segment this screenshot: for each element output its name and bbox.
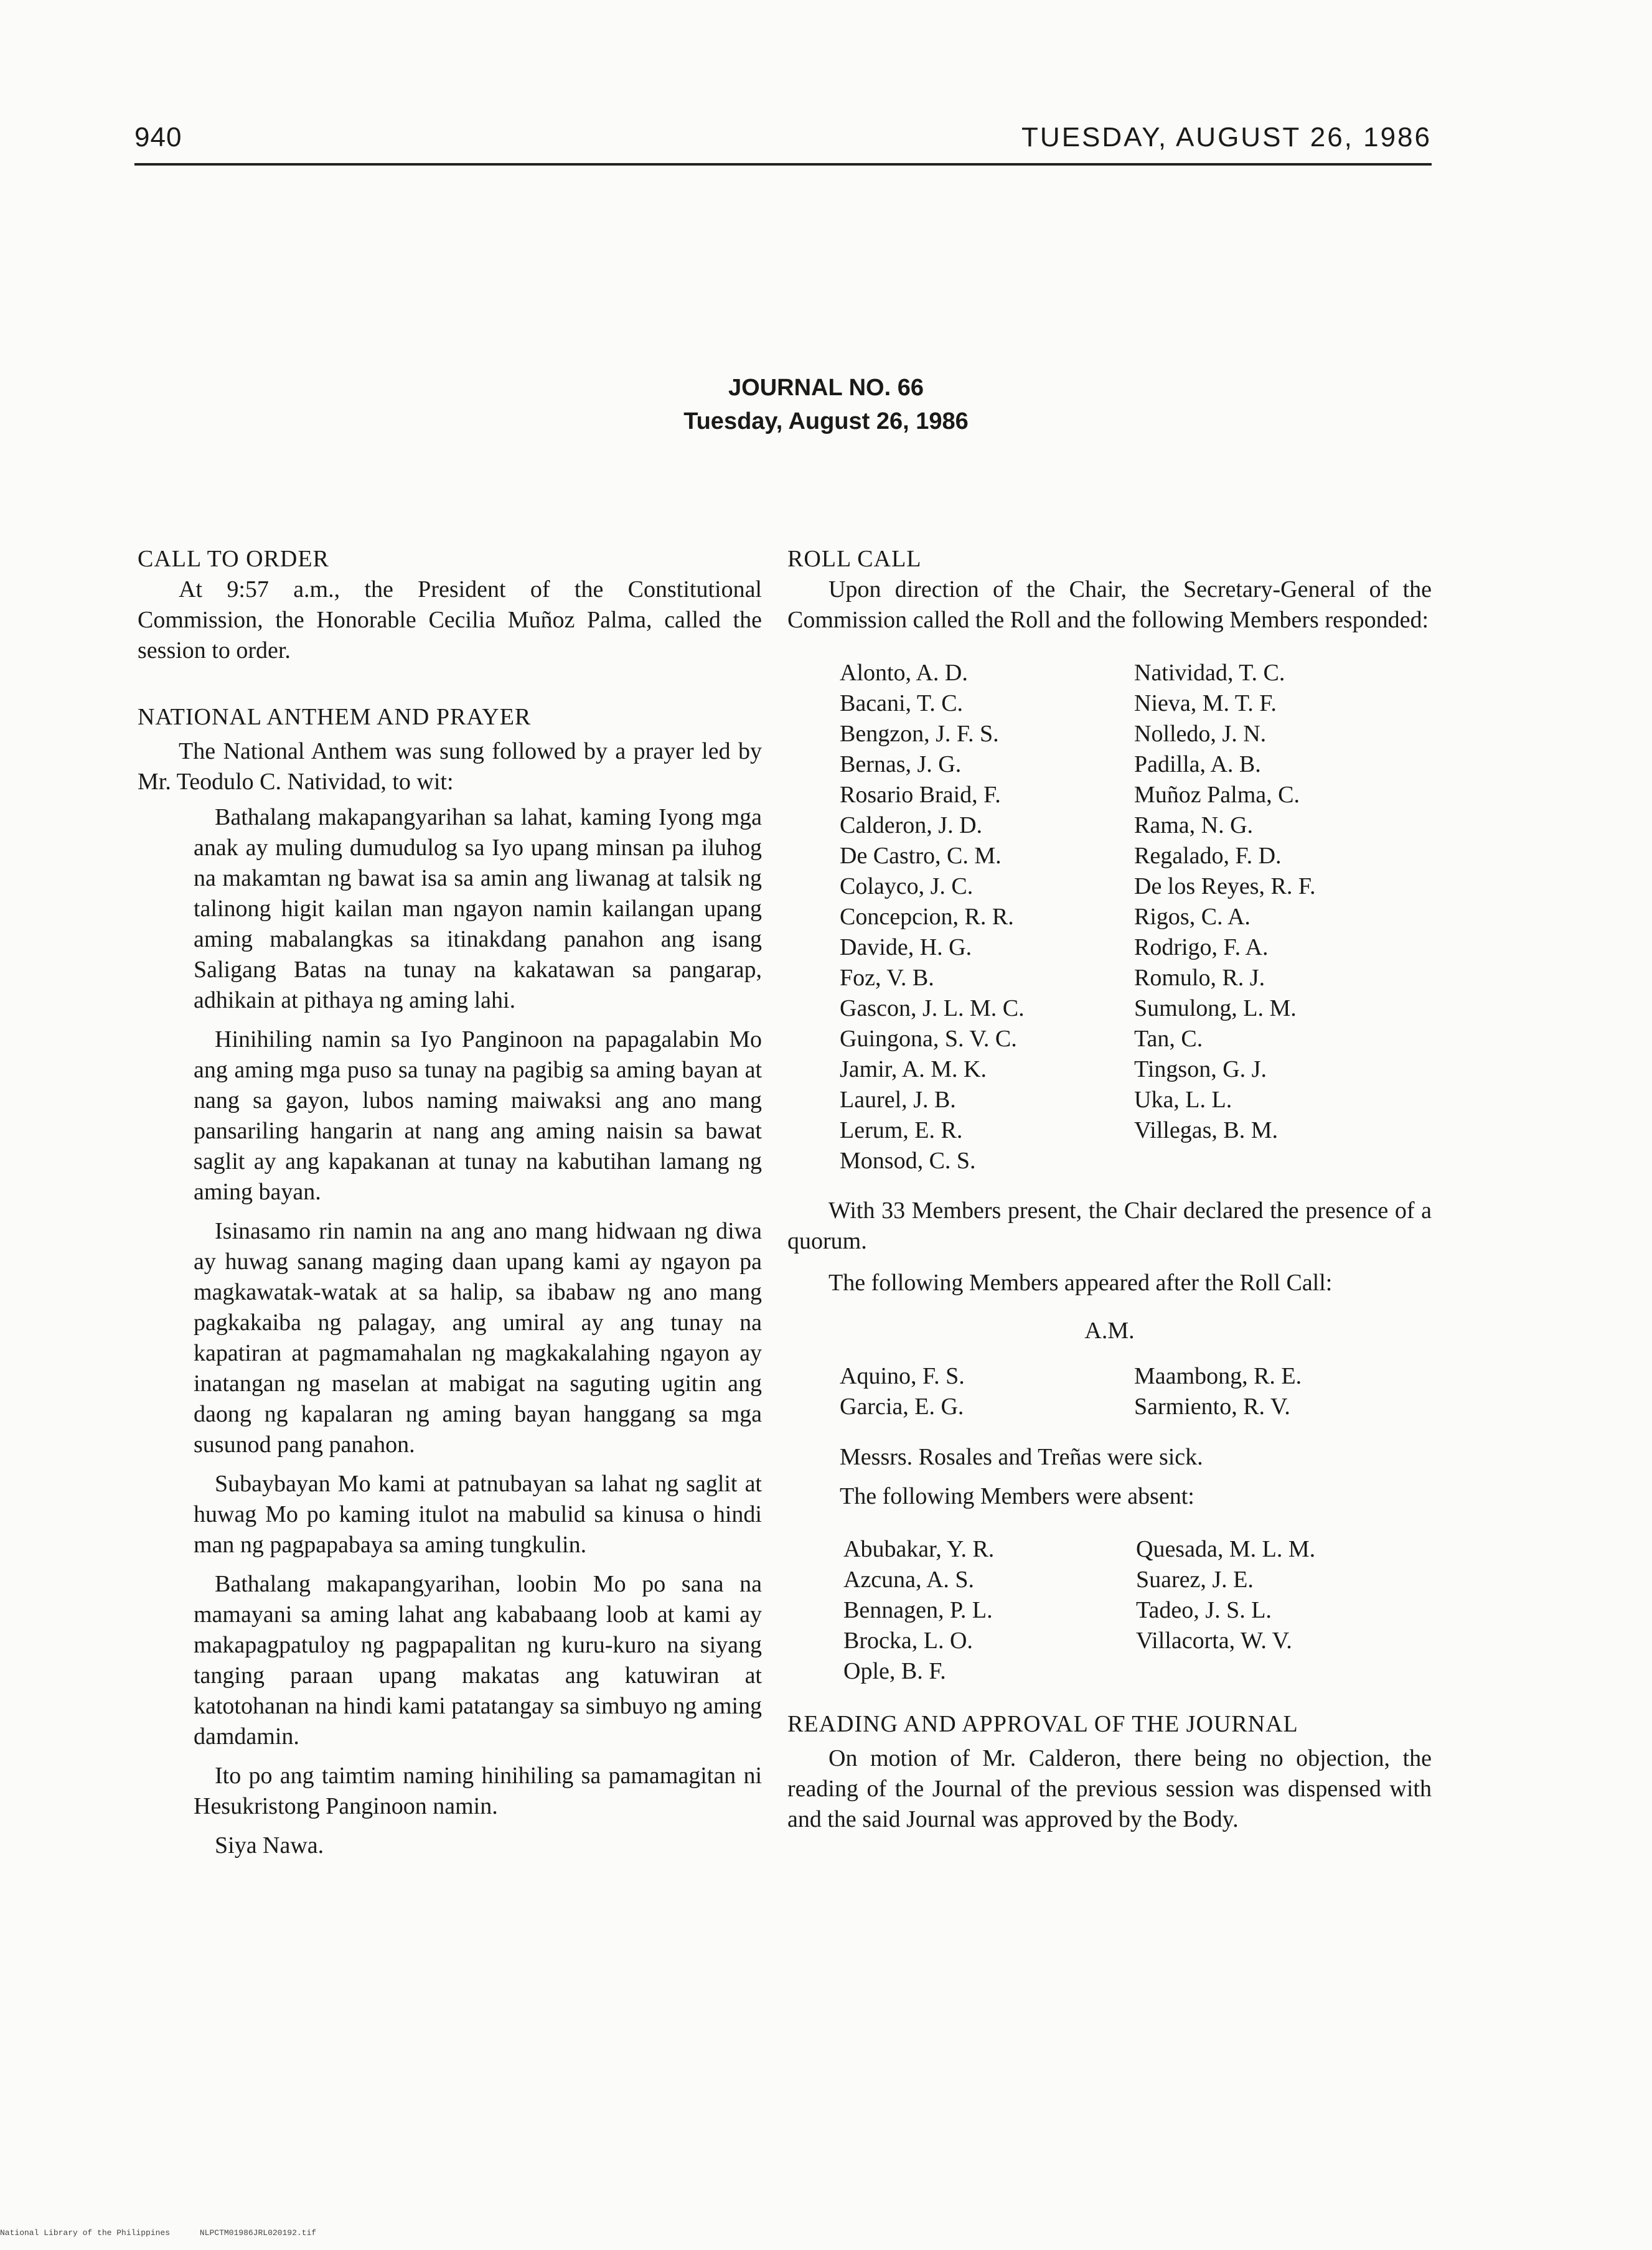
header-rule bbox=[134, 163, 1432, 166]
absent-text: The following Members were absent: bbox=[840, 1483, 1194, 1509]
member-name: Alonto, A. D. bbox=[840, 660, 968, 686]
member-name: Lerum, E. R. bbox=[840, 1117, 963, 1143]
anthem-heading: NATIONAL ANTHEM AND PRAYER bbox=[138, 704, 532, 730]
quorum-text: With 33 Members present, the Chair declared the presence of a quorum. bbox=[787, 1198, 1432, 1254]
member-name: Davide, H. G. bbox=[840, 934, 972, 960]
member-name: Suarez, J. E. bbox=[1136, 1567, 1254, 1593]
member-name: Villegas, B. M. bbox=[1134, 1117, 1278, 1143]
member-name: Abubakar, Y. R. bbox=[843, 1536, 995, 1562]
member-name: Bacani, T. C. bbox=[840, 690, 964, 716]
appeared-text: The following Members appeared after the Roll Call: bbox=[828, 1270, 1333, 1296]
prayer-closing: Siya Nawa. bbox=[215, 1832, 324, 1859]
prayer-paragraph: Isinasamo rin namin na ang ano mang hidwaan ng diwa ay huwag sanang maging daan upang kami ay ngayon pa magkawatak-watak at sa halip, sa ibabaw ng ano mang pagkakaiba ng palagay, ang umiral ay ang tunay na kapatiran at pagmamahalan ng magkakalahing ngayon ay inatangan ng maselan at mabigat na saguting ugitin ang daong ng kapalaran ng aming bayan hanggang sa mga susunod pang panahon. bbox=[194, 1218, 762, 1458]
call-to-order-text: At 9:57 a.m., the President of the Constitutional Commission, the Honorable Cecilia Muñoz Palma, called the session to order. bbox=[138, 576, 762, 663]
member-name: Brocka, L. O. bbox=[843, 1628, 973, 1654]
roll-call-text: Upon direction of the Chair, the Secretary-General of the Commission called the Roll and the following Members responded: bbox=[787, 576, 1432, 633]
member-name: Regalado, F. D. bbox=[1134, 843, 1282, 869]
member-name: Gascon, J. L. M. C. bbox=[840, 995, 1025, 1021]
member-name: Sumulong, L. M. bbox=[1134, 995, 1297, 1021]
member-name: Romulo, R. J. bbox=[1134, 965, 1265, 991]
member-name: Foz, V. B. bbox=[840, 965, 934, 991]
member-name: Concepcion, R. R. bbox=[840, 904, 1014, 930]
prayer-paragraph: Bathalang makapangyarihan, loobin Mo po sana na mamayani sa aming lahat ang kababaang loob at kami ay makapagpatuloy ng pagpapalitan ng kuru-kuro na siyang tanging paraan upang makatas ang katuwiran at katotohanan na hindi kami patatangay sa simbuyo ng aming damdamin. bbox=[194, 1571, 762, 1750]
scan-footer bbox=[0, 2228, 316, 2238]
member-name: Garcia, E. G. bbox=[840, 1394, 964, 1420]
member-name: Maambong, R. E. bbox=[1134, 1363, 1302, 1389]
member-name: Bernas, J. G. bbox=[840, 751, 962, 777]
journal-approval-heading: READING AND APPROVAL OF THE JOURNAL bbox=[787, 1711, 1298, 1737]
prayer-text bbox=[194, 802, 762, 1861]
member-name: Villacorta, W. V. bbox=[1136, 1628, 1292, 1654]
member-name: Rodrigo, F. A. bbox=[1134, 934, 1269, 960]
member-name: Aquino, F. S. bbox=[840, 1363, 965, 1389]
right-column bbox=[787, 544, 1432, 1835]
journal-number: JOURNAL NO. 66 bbox=[728, 375, 924, 401]
prayer-paragraph: Subaybayan Mo kami at patnubayan sa lahat ng saglit at huwag Mo po kaming itulot na mabulid sa kinusa o hindi man ng pagpapabaya sa aming tungkulin. bbox=[194, 1471, 762, 1558]
absent-members-list bbox=[787, 1534, 1432, 1687]
member-name: Rigos, C. A. bbox=[1134, 904, 1251, 930]
header-date: TUESDAY, AUGUST 26, 1986 bbox=[1021, 122, 1432, 152]
prayer-paragraph: Hinihiling namin sa Iyo Panginoon na papagalabin Mo ang aming mga puso sa tunay na pagibig sa aming bayan at nang sa gayon, lubos naming maiwaksi ang ano mang pansariling hangarin at nang ang aming naisin sa bawat saglit ay ang kapakanan at tunay na kabutihan lamang ng aming bayan. bbox=[194, 1026, 762, 1205]
appeared-members-list bbox=[787, 1361, 1432, 1423]
member-name: Jamir, A. M. K. bbox=[840, 1056, 987, 1082]
member-name: Laurel, J. B. bbox=[840, 1087, 956, 1113]
member-name: Tingson, G. J. bbox=[1134, 1056, 1267, 1082]
member-name: Quesada, M. L. M. bbox=[1136, 1536, 1316, 1562]
call-to-order-heading: CALL TO ORDER bbox=[138, 546, 329, 572]
file-name: NLPCTM01986JRL020192.tif bbox=[199, 2228, 317, 2238]
member-name: Rosario Braid, F. bbox=[840, 782, 1001, 808]
journal-title-block bbox=[0, 371, 1652, 438]
member-name: De Castro, C. M. bbox=[840, 843, 1002, 869]
member-name: Tadeo, J. S. L. bbox=[1136, 1597, 1272, 1623]
library-name: National Library of the Philippines bbox=[0, 2228, 171, 2238]
prayer-paragraph: Ito po ang taimtim naming hinihiling sa pamamagitan ni Hesukristong Panginoon namin. bbox=[194, 1763, 762, 1819]
page-number: 940 bbox=[134, 122, 182, 152]
journal-date: Tuesday, August 26, 1986 bbox=[683, 408, 969, 434]
member-name: Tan, C. bbox=[1134, 1026, 1203, 1052]
member-name: Padilla, A. B. bbox=[1134, 751, 1261, 777]
member-name: Guingona, S. V. C. bbox=[840, 1026, 1017, 1052]
am-label: A.M. bbox=[1084, 1318, 1135, 1344]
member-name: Muñoz Palma, C. bbox=[1134, 782, 1300, 808]
member-name: Bennagen, P. L. bbox=[843, 1597, 993, 1623]
member-name: Calderon, J. D. bbox=[840, 812, 983, 838]
member-name: Monsod, C. S. bbox=[840, 1148, 976, 1174]
member-name: Ople, B. F. bbox=[843, 1658, 946, 1684]
member-name: Uka, L. L. bbox=[1134, 1087, 1232, 1113]
member-name: Nieva, M. T. F. bbox=[1134, 690, 1277, 716]
anthem-text: The National Anthem was sung followed by a prayer led by Mr. Teodulo C. Natividad, to wit: bbox=[138, 738, 762, 795]
member-name: Sarmiento, R. V. bbox=[1134, 1394, 1290, 1420]
member-name: Rama, N. G. bbox=[1134, 812, 1254, 838]
member-name: De los Reyes, R. F. bbox=[1134, 873, 1316, 899]
roll-call-heading: ROLL CALL bbox=[787, 546, 922, 572]
member-name: Colayco, J. C. bbox=[840, 873, 974, 899]
member-name: Nolledo, J. N. bbox=[1134, 721, 1267, 747]
sick-text: Messrs. Rosales and Treñas were sick. bbox=[840, 1444, 1203, 1470]
journal-approval-text: On motion of Mr. Calderon, there being no objection, the reading of the Journal of the previous session was dispensed with and the said Journal was approved by the Body. bbox=[787, 1745, 1432, 1832]
left-column bbox=[138, 544, 762, 1861]
member-name: Bengzon, J. F. S. bbox=[840, 721, 999, 747]
present-members-list bbox=[787, 658, 1432, 1181]
prayer-paragraph: Bathalang makapangyarihan sa lahat, kaming Iyong mga anak ay muling dumudulog sa Iyo upang minsan pa iluhog na makamtan ng bawat isa sa amin ang liwanag at talsik ng talinong higit kailan man ngayon namin kailangan upang aming mabalangkas sa itinakdang panahon ang isang Saligang Batas na tunay na kakatawan sa pangarap, adhikain at pithaya ng aming lahi. bbox=[194, 804, 762, 1013]
member-name: Azcuna, A. S. bbox=[843, 1567, 975, 1593]
member-name: Natividad, T. C. bbox=[1134, 660, 1285, 686]
